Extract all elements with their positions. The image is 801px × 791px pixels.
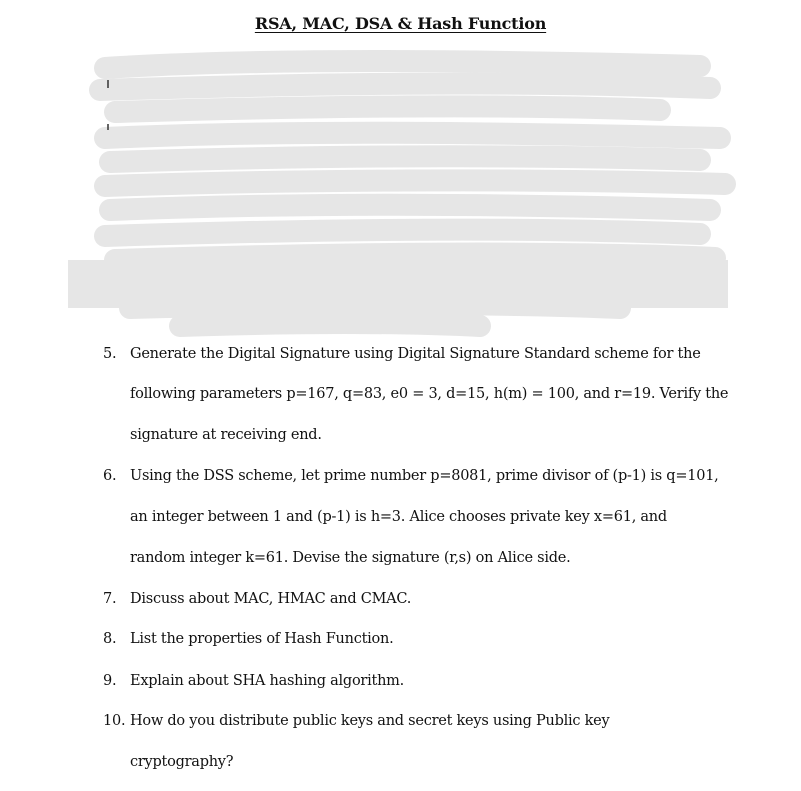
question-number: 7. (103, 591, 117, 607)
question-text-line: Generate the Digital Signature using Digital Signature Standard scheme for the (130, 346, 701, 362)
question-text-line: cryptography? (130, 754, 234, 770)
question-number: 8. (103, 631, 117, 647)
question-number: 10. (103, 713, 126, 729)
question-number: 9. (103, 673, 117, 689)
question-text-line: List the properties of Hash Function. (130, 631, 394, 647)
question-text-line: an integer between 1 and (p-1) is h=3. Alice chooses private key x=61, and (130, 509, 667, 525)
question-text-line: How do you distribute public keys and secret keys using Public key (130, 713, 610, 729)
question-text-line: Discuss about MAC, HMAC and CMAC. (130, 591, 412, 607)
question-text-line: Using the DSS scheme, let prime number p=8081, prime divisor of (p-1) is q=101, (130, 468, 719, 484)
question-text-line: signature at receiving end. (130, 427, 322, 443)
question-number: 6. (103, 468, 117, 484)
question-text-line: Explain about SHA hashing algorithm. (130, 673, 405, 689)
document-title: RSA, MAC, DSA & Hash Function (254, 14, 547, 33)
question-number: 5. (103, 346, 117, 362)
question-text-line: following parameters p=167, q=83, e0 = 3, d=15, h(m) = 100, and r=19. Verify the (130, 386, 729, 402)
question-text-line: random integer k=61. Devise the signature (r,s) on Alice side. (130, 550, 571, 566)
